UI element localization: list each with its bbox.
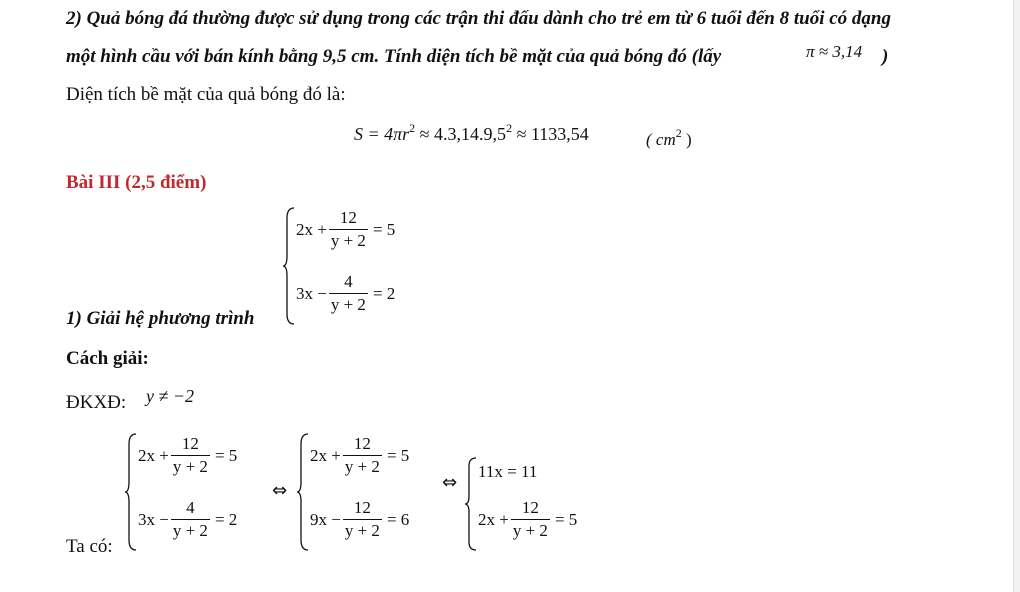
fraction: [329, 272, 368, 315]
eq-rhs: = 6: [386, 509, 410, 529]
equivalence-arrow-icon: ⇔: [272, 480, 288, 501]
fraction-denominator: y + 2: [344, 521, 380, 540]
fraction: [511, 498, 550, 541]
fraction: [171, 434, 210, 477]
fraction-numerator: 12: [339, 208, 357, 227]
scroll-gutter: [1013, 0, 1020, 592]
eq-lead: 2x +: [138, 445, 169, 465]
fraction-denominator: y + 2: [172, 457, 208, 476]
answer-intro: Diện tích bề mặt của quả bóng đó là:: [66, 84, 346, 105]
equation-system-c: [464, 456, 614, 552]
eq-rhs: = 2: [214, 509, 238, 529]
system-eq2: [478, 498, 580, 541]
dkxd-value: y ≠ −2: [146, 386, 195, 406]
left-brace-icon: [124, 432, 138, 552]
formula-mid: ≈ 4.3,14.9,5: [415, 124, 507, 144]
system-eq1: [138, 434, 240, 477]
formula-result: ≈ 1133,54: [512, 124, 589, 144]
formula-exp: 2: [409, 121, 416, 135]
left-brace-icon: [464, 456, 478, 552]
eq-lead: 3x −: [138, 509, 169, 529]
eq-lead: 2x +: [296, 219, 327, 239]
system-eq2: [138, 498, 240, 541]
fraction-numerator: 4: [344, 272, 353, 291]
eq-rhs: = 5: [554, 509, 578, 529]
left-brace-icon: [282, 206, 296, 326]
fraction-numerator: 12: [353, 434, 371, 453]
eq-lead: 3x −: [296, 283, 327, 303]
eq-lead: 2x +: [478, 509, 509, 529]
fraction-denominator: y + 2: [172, 521, 208, 540]
pi-approx: π ≈ 3,14: [806, 42, 863, 61]
equation-system-part1: [282, 206, 432, 326]
unit-close: ): [681, 130, 692, 149]
surface-area-formula: [354, 121, 589, 145]
solution-heading: Cách giải:: [66, 348, 149, 369]
unit-exp: 2: [675, 126, 682, 140]
close-paren: ): [882, 46, 889, 67]
eq-rhs: = 5: [372, 219, 396, 239]
formula-lhs: S = 4πr: [354, 124, 410, 144]
system-eq2: [296, 272, 398, 315]
system-eq1: [296, 208, 398, 251]
equivalence-arrow-icon: ⇔: [442, 472, 458, 493]
equation-system-a: [124, 432, 274, 552]
left-brace-icon: [296, 432, 310, 552]
eq-rhs: = 5: [214, 445, 238, 465]
fraction: [343, 498, 382, 541]
fraction: [171, 498, 210, 541]
system-eq1: [310, 434, 412, 477]
fraction-denominator: y + 2: [344, 457, 380, 476]
eq-lead: 9x −: [310, 509, 341, 529]
system-eq1: [478, 462, 537, 482]
problem2-line2: một hình cầu với bán kính bằng 9,5 cm. Tính diện tích bề mặt của quả bóng đó (lấy: [66, 46, 722, 67]
equation-system-b: [296, 432, 446, 552]
fraction-denominator: y + 2: [330, 295, 366, 314]
problem2-line1: 2) Quả bóng đá thường được sử dụng trong các trận thi đấu dành cho trẻ em từ 6 tuổi đến 8 tuổi có dạng: [66, 8, 891, 29]
system-eq2: [310, 498, 412, 541]
formula-exp2: 2: [506, 121, 513, 135]
section-title: Bài III (2,5 điểm): [66, 172, 207, 193]
unit-open: ( cm: [646, 130, 676, 149]
fraction-numerator: 12: [181, 434, 199, 453]
fraction: [329, 208, 368, 251]
formula-unit: [646, 126, 692, 150]
ta-co-label: Ta có:: [66, 536, 113, 557]
fraction-numerator: 12: [521, 498, 539, 517]
fraction-denominator: y + 2: [330, 231, 366, 250]
eq-text: 11x = 11: [478, 462, 538, 481]
part1-label: 1) Giải hệ phương trình: [66, 308, 255, 329]
fraction-denominator: y + 2: [512, 521, 548, 540]
fraction-numerator: 12: [353, 498, 371, 517]
fraction: [343, 434, 382, 477]
eq-lead: 2x +: [310, 445, 341, 465]
eq-rhs: = 5: [386, 445, 410, 465]
eq-rhs: = 2: [372, 283, 396, 303]
fraction-numerator: 4: [186, 498, 195, 517]
dkxd-label: ĐKXĐ:: [66, 392, 127, 413]
